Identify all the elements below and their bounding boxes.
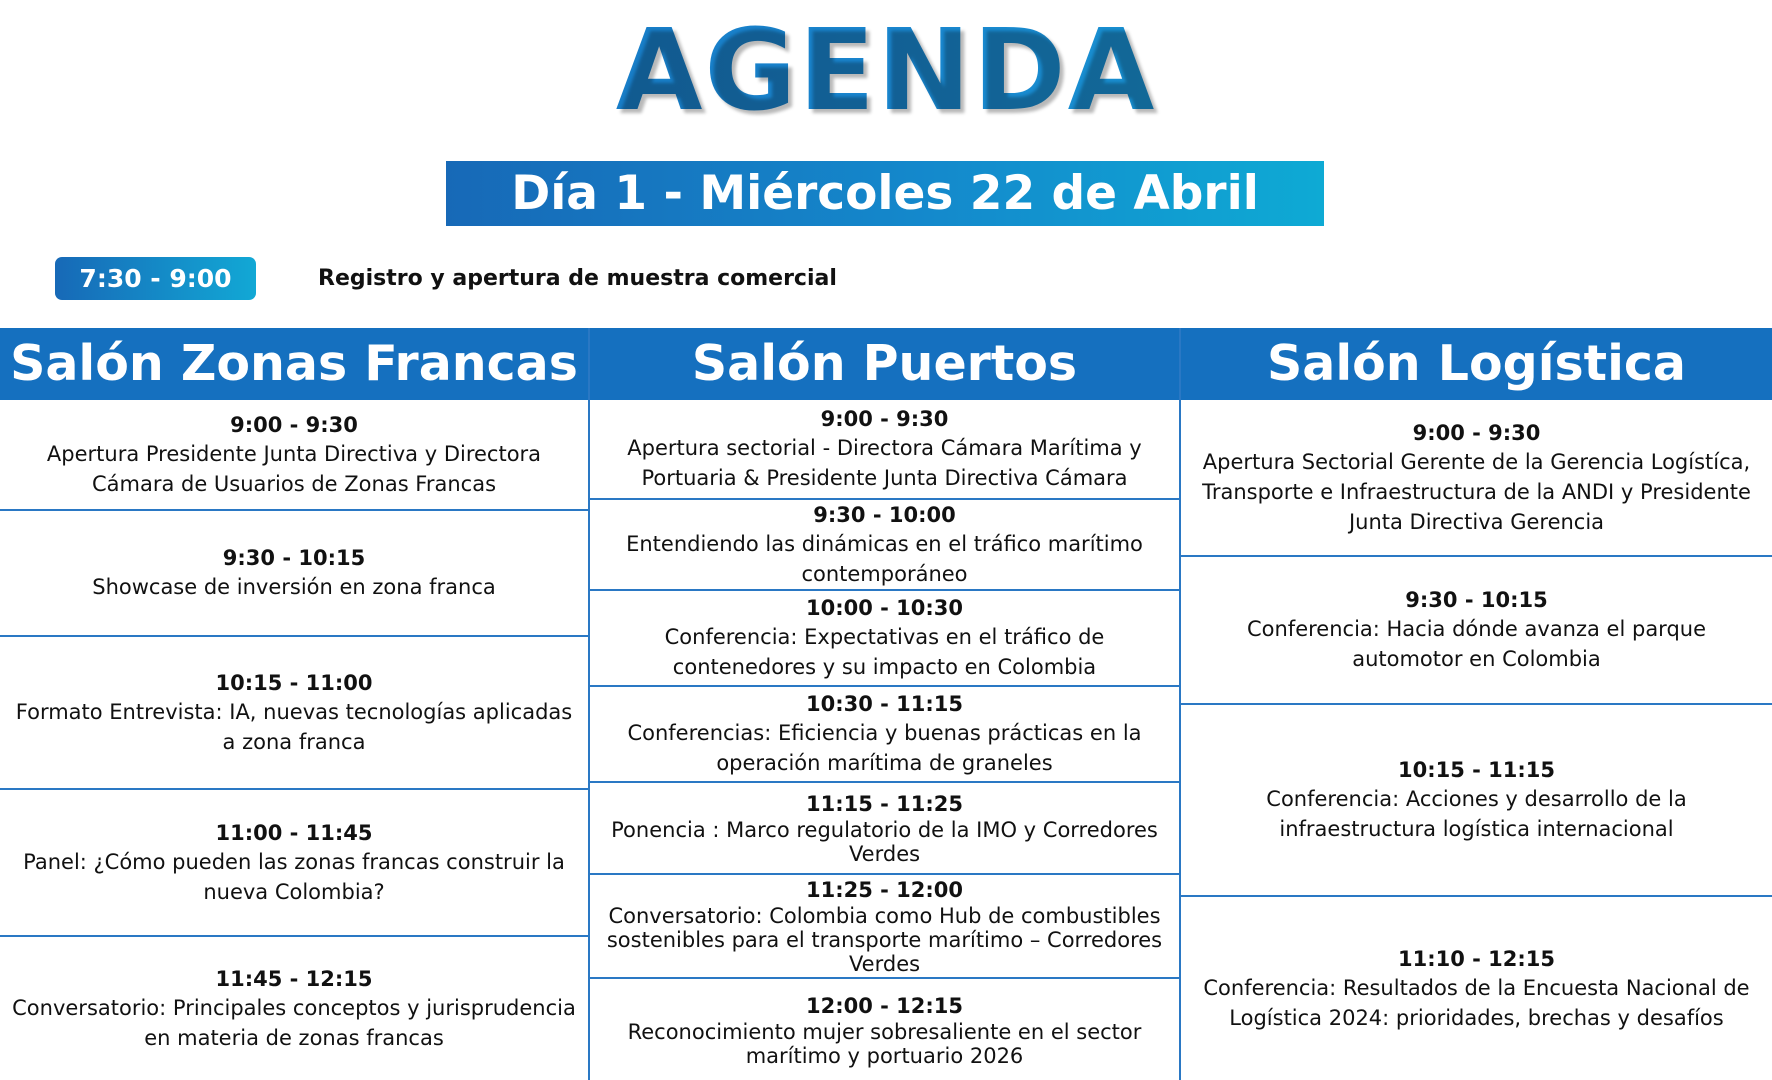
session-item: [590, 783, 1179, 875]
session-description: Conferencia: Resultados de la Encuesta Nacional de Logística 2024: prioridades, brechas y desafíos: [1203, 975, 1750, 1030]
session-item: [590, 875, 1179, 979]
session-time: 9:00 - 9:30: [1412, 420, 1541, 445]
session-item: [1181, 400, 1772, 557]
session-time: 9:00 - 9:30: [820, 407, 949, 431]
session-description: Reconocimiento mujer sobresaliente en el sector marítimo y portuario 2026: [627, 1019, 1142, 1068]
session-item: [590, 979, 1179, 1080]
session-description: Formato Entrevista: IA, nuevas tecnologías aplicadas a zona franca: [15, 699, 573, 754]
session-item: [0, 937, 588, 1080]
session-item: [0, 511, 588, 637]
session-description: Conferencia: Acciones y desarrollo de la infraestructura logística internacional: [1266, 787, 1687, 841]
session-time: 10:30 - 11:15: [805, 692, 964, 716]
session-description: Apertura Presidente Junta Directiva y Directora Cámara de Usuarios de Zonas Francas: [46, 441, 542, 496]
session-description: Ponencia : Marco regulatorio de la IMO y Corredores Verdes: [611, 818, 1158, 866]
session-item: [590, 500, 1179, 591]
registration-label: Registro y apertura de muestra comercial: [318, 266, 837, 291]
session-time: 11:15 - 11:25: [805, 792, 964, 816]
session-description: Panel: ¿Cómo pueden las zonas francas construir la nueva Colombia?: [23, 849, 565, 904]
registration-time-badge: 7:30 - 9:00: [55, 257, 256, 300]
session-description: Conversatorio: Colombia como Hub de combustibles sostenibles para el transporte marítimo – Corredores Verdes: [606, 904, 1163, 976]
room-header: Salón Zonas Francas: [0, 328, 588, 400]
room-column-logistica: [1181, 328, 1772, 1080]
session-description: Conferencia: Hacia dónde avanza el parque automotor en Colombia: [1246, 617, 1707, 671]
session-description: Apertura sectorial - Directora Cámara Marítima y Portuaria & Presidente Junta Directiva Cámara: [627, 436, 1142, 490]
session-description: Conversatorio: Principales conceptos y jurisprudencia en materia de zonas francas: [12, 995, 576, 1050]
session-item: [590, 591, 1179, 687]
session-item: [0, 637, 588, 790]
session-time: 9:30 - 10:00: [813, 502, 956, 527]
session-item: [0, 790, 588, 937]
session-time: 10:15 - 11:00: [215, 670, 373, 695]
session-description: Conferencias: Eficiencia y buenas prácticas en la operación marítima de graneles: [627, 721, 1142, 775]
session-item: [0, 400, 588, 511]
session-time: 10:15 - 11:15: [1397, 758, 1556, 782]
agenda-title: AGENDA: [0, 6, 1772, 136]
session-time: 10:00 - 10:30: [805, 596, 964, 620]
session-time: 11:00 - 11:45: [215, 820, 373, 845]
session-time: 11:25 - 12:00: [805, 878, 964, 902]
session-item: [1181, 897, 1772, 1080]
session-time: 9:30 - 10:15: [1405, 588, 1548, 612]
session-item: [590, 687, 1179, 783]
room-header: Salón Logística: [1181, 328, 1772, 400]
session-description: Conferencia: Expectativas en el tráfico de contenedores y su impacto en Colombia: [664, 625, 1105, 679]
room-column-puertos: [590, 328, 1181, 1080]
session-item: [1181, 557, 1772, 705]
session-time: 12:00 - 12:15: [805, 993, 964, 1018]
room-column-zonas-francas: [0, 328, 590, 1080]
session-time: 9:30 - 10:15: [222, 546, 366, 570]
session-description: Showcase de inversión en zona franca: [92, 575, 496, 599]
session-item: [1181, 705, 1772, 897]
session-time: 11:45 - 12:15: [215, 966, 373, 991]
session-item: [590, 400, 1179, 500]
session-description: Apertura Sectorial Gerente de la Gerencia Logístíca, Transporte e Infraestructura de la ANDI y Presidente Junta Directiva Gerencia: [1202, 449, 1751, 534]
session-description: Entendiendo las dinámicas en el tráfico marítimo contemporáneo: [626, 531, 1143, 586]
session-time: 9:00 - 9:30: [230, 412, 358, 437]
day-banner: Día 1 - Miércoles 22 de Abril: [446, 161, 1324, 226]
session-time: 11:10 - 12:15: [1397, 946, 1556, 971]
room-header: Salón Puertos: [590, 328, 1179, 400]
